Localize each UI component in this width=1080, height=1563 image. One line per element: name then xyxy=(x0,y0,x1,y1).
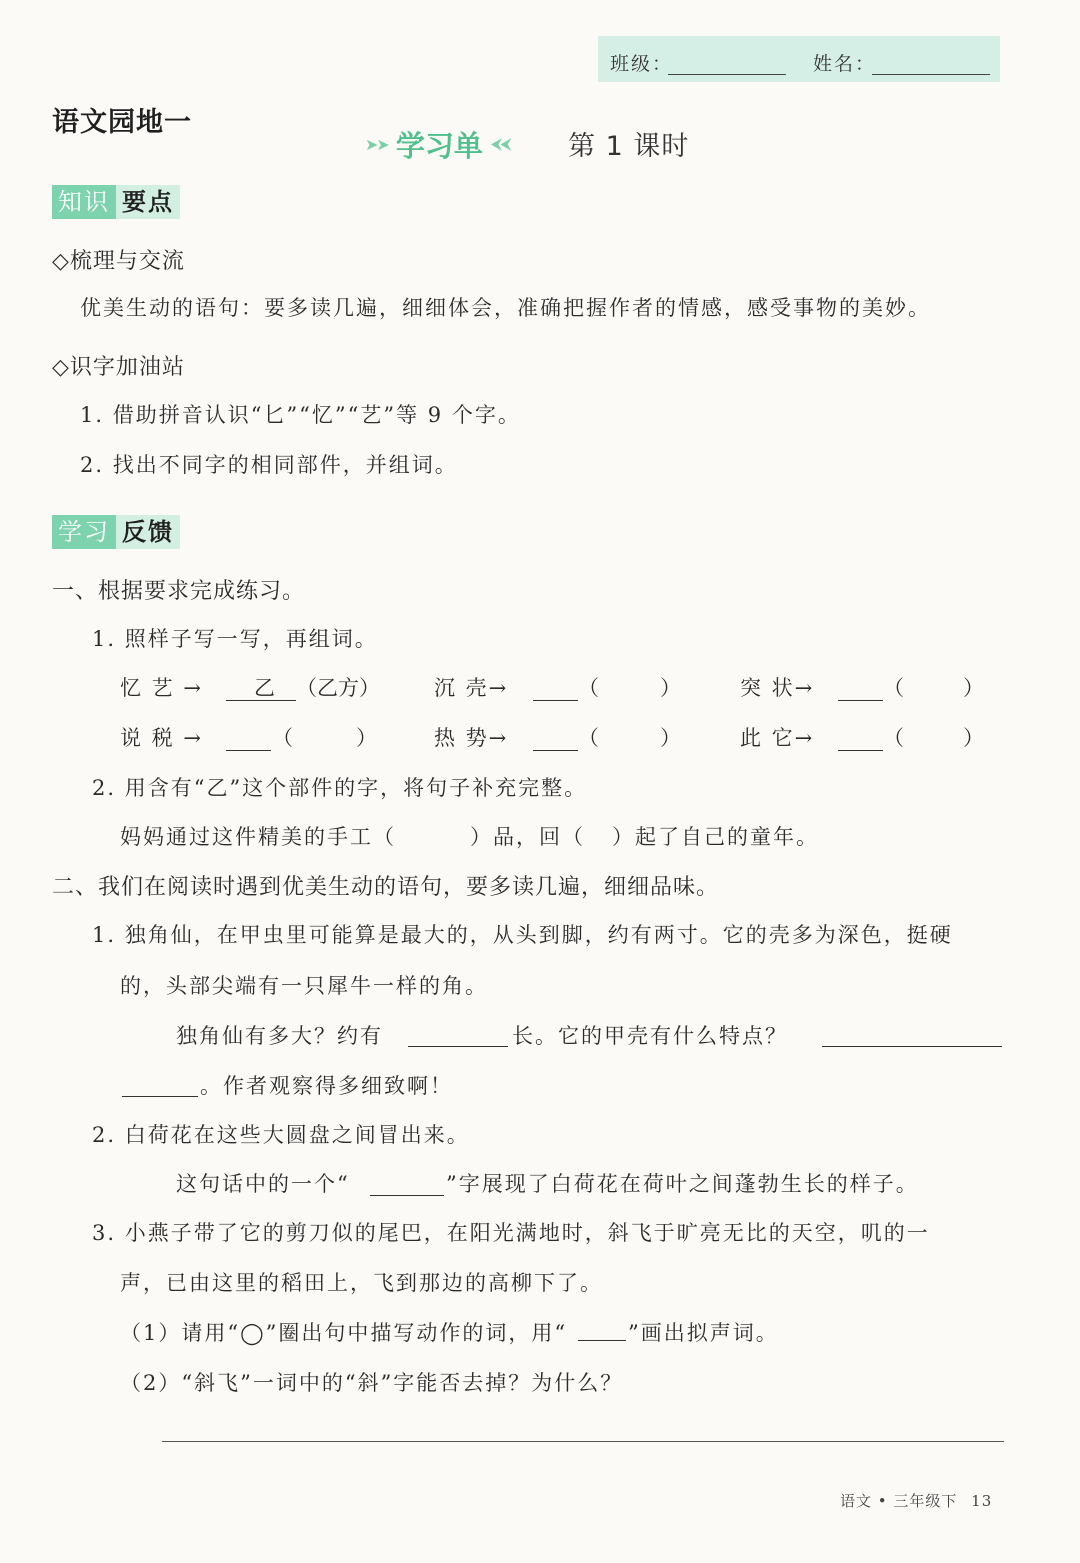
question-title: 二、我们在阅读时遇到优美生动的语句，要多读几遍，细细品味。 xyxy=(52,875,720,900)
knowledge-text: 优美生动的语句：要多读几遍，细细体会，准确把握作者的情感，感受事物的美妙。 xyxy=(80,296,931,320)
class-field[interactable] xyxy=(668,74,786,75)
page-footer xyxy=(840,1490,992,1511)
subsection-title: ◇识字加油站 xyxy=(52,355,185,380)
paren-open: （ xyxy=(578,676,599,700)
answer-blank[interactable] xyxy=(370,1195,444,1196)
passage-line: 2. 白荷花在这些大圆盘之间冒出来。 xyxy=(92,1123,470,1147)
question-title: 一、根据要求完成练习。 xyxy=(52,579,306,604)
question-item: 1. 照样子写一写，再组词。 xyxy=(92,627,378,651)
page-number: 13 xyxy=(971,1492,993,1510)
char-pair: 沉 壳→ xyxy=(434,676,509,700)
knowledge-item: 2. 找出不同字的相同部件，并组词。 xyxy=(80,453,458,477)
answer-blank[interactable] xyxy=(533,700,578,701)
answer-blank[interactable] xyxy=(838,750,883,751)
answer-blank[interactable] xyxy=(408,1046,508,1047)
char-pair: 此 它→ xyxy=(740,726,815,750)
tag-part-a: 知识 xyxy=(52,185,116,219)
passage-line: 声，已由这里的稻田上，飞到那边的高柳下了。 xyxy=(120,1271,603,1295)
sentence-part: 妈妈通过这件精美的手工（ xyxy=(120,825,396,849)
answer-blank[interactable] xyxy=(122,1096,198,1097)
question-text: ”画出拟声词。 xyxy=(628,1321,779,1345)
arrows-right-icon: ➤➤ xyxy=(365,134,388,154)
sheet-title: 学习单 xyxy=(395,128,483,163)
answer-blank[interactable] xyxy=(838,700,883,701)
footer-text: 语文 • 三年级下 xyxy=(840,1492,958,1510)
paren-open: （ xyxy=(883,726,904,750)
question-item: 2. 用含有“乙”这个部件的字，将句子补充完整。 xyxy=(92,776,588,800)
paren-close: ） xyxy=(660,676,681,700)
section-tag-knowledge xyxy=(52,185,180,219)
name-label: 姓名： xyxy=(813,53,877,75)
answer-blank[interactable] xyxy=(533,750,578,751)
char-pair: 说 税 → xyxy=(120,726,203,750)
paren-open: （ xyxy=(883,676,904,700)
paren-open: （ xyxy=(578,726,599,750)
answer-blank[interactable] xyxy=(822,1046,1002,1047)
paren-close: ） xyxy=(963,676,984,700)
char-pair: 热 势→ xyxy=(434,726,509,750)
knowledge-item: 1. 借助拼音认识“匕”“忆”“艺”等 9 个字。 xyxy=(80,403,521,427)
section-tag-feedback xyxy=(52,515,180,549)
passage-line: 的，头部尖端有一只犀牛一样的角。 xyxy=(120,974,488,998)
paren-close: ） xyxy=(660,726,681,750)
question-text: （2）“斜飞”一词中的“斜”字能否去掉？为什么？ xyxy=(120,1371,624,1395)
example-answer: 乙 xyxy=(254,676,275,700)
sentence-part: ）品，回（ xyxy=(470,825,585,849)
tag-part-b: 反馈 xyxy=(116,515,180,549)
example-word: （乙方） xyxy=(296,676,380,700)
unit-title: 语文园地一 xyxy=(52,107,192,138)
question-text: ”字展现了白荷花在荷叶之间蓬勃生长的样子。 xyxy=(446,1172,919,1196)
name-field[interactable] xyxy=(872,74,990,75)
question-text: 长。它的甲壳有什么特点？ xyxy=(512,1024,788,1048)
char-pair: 突 状→ xyxy=(740,676,815,700)
paren-close: ） xyxy=(963,726,984,750)
lesson-number: 第 1 课时 xyxy=(568,131,690,162)
question-text: 独角仙有多大？约有 xyxy=(176,1024,383,1048)
sentence-part: ）起了自己的童年。 xyxy=(612,825,819,849)
subsection-title: ◇梳理与交流 xyxy=(52,249,185,274)
question-text: 。作者观察得多细致啊！ xyxy=(200,1074,453,1098)
arrows-left-icon: ⮜⮜ xyxy=(490,134,510,153)
char-pair: 忆 艺 → xyxy=(120,676,203,700)
question-text: （1）请用“◯”圈出句中描写动作的词，用“ xyxy=(120,1321,568,1345)
underline-sample xyxy=(578,1340,626,1341)
passage-line: 1. 独角仙，在甲虫里可能算是最大的，从头到脚，约有两寸。它的壳多为深色，挺硬 xyxy=(92,923,953,947)
study-sheet-title xyxy=(365,124,510,164)
paren-close: ） xyxy=(356,726,377,750)
answer-line[interactable] xyxy=(162,1441,1004,1442)
question-text: 这句话中的一个“ xyxy=(176,1172,350,1196)
answer-blank[interactable] xyxy=(226,750,271,751)
passage-line: 3. 小燕子带了它的剪刀似的尾巴，在阳光满地时，斜飞于旷亮无比的天空，叽的一 xyxy=(92,1221,930,1245)
class-label: 班级： xyxy=(610,53,674,75)
tag-part-a: 学习 xyxy=(52,515,116,549)
paren-open: （ xyxy=(272,726,293,750)
tag-part-b: 要点 xyxy=(116,185,180,219)
